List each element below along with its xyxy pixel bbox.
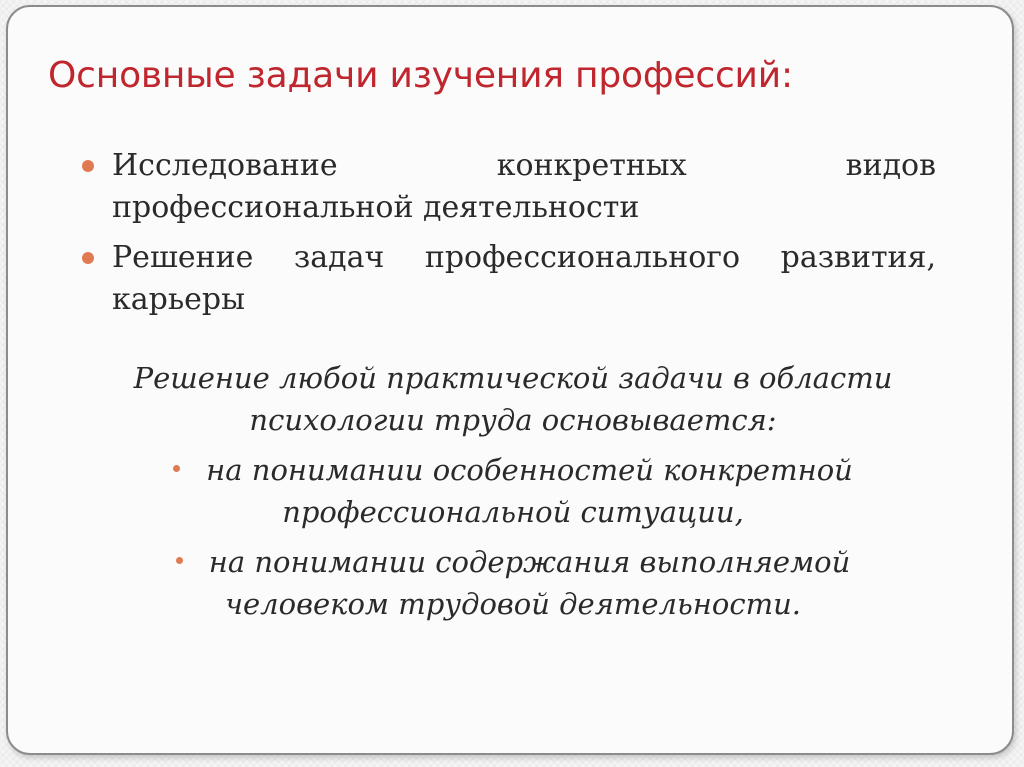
slide	[6, 5, 1014, 755]
bullet-text: Решение задач профессионального развития, карьеры	[112, 240, 936, 317]
bullet-item	[78, 145, 936, 229]
sub-bullet-item	[108, 541, 918, 625]
slide-title: Основные задачи изучения профессий:	[48, 55, 793, 96]
bullet-list	[78, 145, 936, 329]
bullet-text: Исследование конкретных видов профессиональной деятельности	[112, 148, 936, 225]
bullet-dot-icon	[82, 160, 94, 172]
sub-bullet-item	[108, 449, 918, 533]
bullet-item	[78, 237, 936, 321]
sub-bullet-dot-icon	[176, 557, 183, 564]
sub-bullet-text: на понимании содержания выполняемой человеком трудовой деятельности.	[208, 545, 851, 621]
summary-block	[108, 357, 918, 633]
sub-bullet-list	[108, 449, 918, 625]
sub-bullet-dot-icon	[173, 465, 180, 472]
summary-intro: Решение любой практической задачи в области психологии труда основывается:	[133, 361, 893, 437]
sub-bullet-text: на понимании особенностей конкретной профессиональной ситуации,	[206, 453, 853, 529]
bullet-dot-icon	[82, 252, 94, 264]
